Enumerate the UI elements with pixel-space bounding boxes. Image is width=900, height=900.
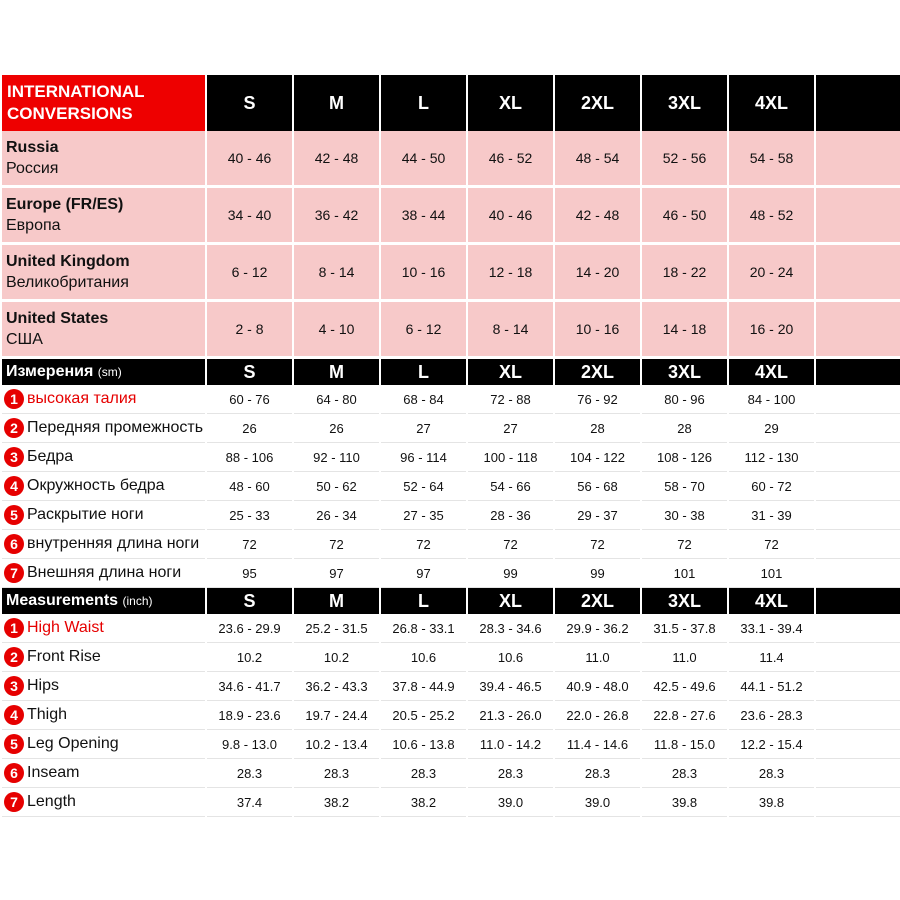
measurement-value: 25.2 - 31.5: [294, 614, 379, 643]
measurement-label: [2, 414, 205, 443]
measurement-value: 48 - 60: [207, 472, 292, 501]
measurement-value: 72: [294, 530, 379, 559]
size-header: XL: [468, 359, 553, 385]
size-header: 3XL: [642, 75, 727, 131]
size-header: 2XL: [555, 588, 640, 614]
empty-cell: [816, 302, 900, 359]
measurement-value: 10.2: [207, 643, 292, 672]
measurement-value: 26: [294, 414, 379, 443]
measurement-name: Hips: [27, 677, 60, 695]
measurement-row: [2, 788, 900, 817]
measurement-value: 28.3: [729, 759, 814, 788]
number-badge-icon: 2: [4, 647, 24, 667]
conversion-value: 14 - 20: [555, 245, 640, 302]
measurement-value: 28.3: [555, 759, 640, 788]
number-badge-icon: 1: [4, 618, 24, 638]
number-badge-icon: 5: [4, 505, 24, 525]
measurement-value: 100 - 118: [468, 443, 553, 472]
measurement-value: 31.5 - 37.8: [642, 614, 727, 643]
measurement-name: Внешняя длина ноги: [27, 564, 182, 582]
country-name-en: Russia: [6, 139, 59, 156]
measurement-value: 38.2: [294, 788, 379, 817]
measurement-value: 39.8: [642, 788, 727, 817]
conversion-value: 54 - 58: [729, 131, 814, 188]
measurement-value: 11.0: [642, 643, 727, 672]
measurement-value: 72: [207, 530, 292, 559]
conversion-value: 6 - 12: [207, 245, 292, 302]
number-badge-icon: 5: [4, 734, 24, 754]
country-label: [2, 188, 205, 245]
measurement-value: 84 - 100: [729, 385, 814, 414]
measurement-value: 10.6: [381, 643, 466, 672]
measurement-value: 11.0: [555, 643, 640, 672]
measurement-value: 30 - 38: [642, 501, 727, 530]
measurement-row: [2, 501, 900, 530]
measurement-value: 64 - 80: [294, 385, 379, 414]
measurement-name: Бедра: [27, 448, 74, 466]
measurement-row: [2, 559, 900, 588]
measurement-name: Окружность бедра: [27, 477, 165, 495]
measurement-value: 58 - 70: [642, 472, 727, 501]
measurement-value: 44.1 - 51.2: [729, 672, 814, 701]
measurement-value: 12.2 - 15.4: [729, 730, 814, 759]
measurement-value: 27 - 35: [381, 501, 466, 530]
measurement-value: 101: [642, 559, 727, 588]
measurement-value: 10.6 - 13.8: [381, 730, 466, 759]
measurement-label: [2, 614, 205, 643]
empty-cell: [816, 472, 900, 501]
number-badge-icon: 4: [4, 705, 24, 725]
measurement-value: 22.8 - 27.6: [642, 701, 727, 730]
measurement-value: 72: [468, 530, 553, 559]
measurement-value: 20.5 - 25.2: [381, 701, 466, 730]
conversion-value: 2 - 8: [207, 302, 292, 359]
measurement-value: 22.0 - 26.8: [555, 701, 640, 730]
size-header: M: [294, 359, 379, 385]
section-title: Measurements: [6, 592, 119, 609]
measurement-value: 39.0: [555, 788, 640, 817]
size-header: M: [294, 75, 379, 131]
measurement-value: 38.2: [381, 788, 466, 817]
measurement-value: 60 - 76: [207, 385, 292, 414]
conversion-row: [2, 131, 900, 188]
measurement-value: 104 - 122: [555, 443, 640, 472]
empty-cell: [816, 759, 900, 788]
measurement-value: 80 - 96: [642, 385, 727, 414]
measurement-row: [2, 730, 900, 759]
measurement-row: [2, 759, 900, 788]
measurement-row: [2, 530, 900, 559]
number-badge-icon: 2: [4, 418, 24, 438]
measurement-value: 31 - 39: [729, 501, 814, 530]
empty-cell: [816, 385, 900, 414]
measurement-value: 68 - 84: [381, 385, 466, 414]
measurement-name: Раскрытие ноги: [27, 506, 144, 524]
conversion-value: 42 - 48: [294, 131, 379, 188]
country-name-ru: США: [6, 331, 43, 348]
measurement-value: 52 - 64: [381, 472, 466, 501]
measurement-name: Front Rise: [27, 648, 101, 666]
measurement-label: [2, 501, 205, 530]
empty-header-cell: [816, 75, 900, 131]
conversion-value: 34 - 40: [207, 188, 292, 245]
measurement-value: 88 - 106: [207, 443, 292, 472]
measurement-value: 92 - 110: [294, 443, 379, 472]
measurement-value: 29 - 37: [555, 501, 640, 530]
measurement-value: 34.6 - 41.7: [207, 672, 292, 701]
size-header: L: [381, 359, 466, 385]
conversion-value: 38 - 44: [381, 188, 466, 245]
measurement-value: 11.8 - 15.0: [642, 730, 727, 759]
empty-cell: [816, 614, 900, 643]
size-header: XL: [468, 588, 553, 614]
measurement-label: [2, 559, 205, 588]
measurement-value: 11.0 - 14.2: [468, 730, 553, 759]
empty-header-cell: [816, 588, 900, 614]
measurement-value: 9.8 - 13.0: [207, 730, 292, 759]
number-badge-icon: 7: [4, 792, 24, 812]
measurement-value: 28.3: [207, 759, 292, 788]
measurement-value: 39.0: [468, 788, 553, 817]
measurement-name: Thigh: [27, 706, 68, 724]
measurement-value: 28.3: [642, 759, 727, 788]
section-title: Измерения: [6, 363, 94, 380]
measurement-name: Leg Opening: [27, 735, 119, 753]
size-header: 4XL: [729, 75, 814, 131]
empty-cell: [816, 188, 900, 245]
conversion-row: [2, 302, 900, 359]
measurement-value: 26.8 - 33.1: [381, 614, 466, 643]
measurement-value: 37.8 - 44.9: [381, 672, 466, 701]
measurement-value: 54 - 66: [468, 472, 553, 501]
measurement-label: [2, 672, 205, 701]
empty-cell: [816, 643, 900, 672]
measurement-row: [2, 385, 900, 414]
measurement-value: 39.8: [729, 788, 814, 817]
measurement-row: [2, 701, 900, 730]
measurement-value: 10.2 - 13.4: [294, 730, 379, 759]
size-header: 3XL: [642, 359, 727, 385]
measurement-value: 60 - 72: [729, 472, 814, 501]
measurement-value: 29: [729, 414, 814, 443]
measurement-row: [2, 643, 900, 672]
measurement-label: [2, 443, 205, 472]
number-badge-icon: 4: [4, 476, 24, 496]
measurement-value: 72: [555, 530, 640, 559]
measurement-value: 28: [555, 414, 640, 443]
size-chart-table: [0, 75, 900, 817]
empty-cell: [816, 672, 900, 701]
measurement-value: 26: [207, 414, 292, 443]
country-name-ru: Европа: [6, 217, 61, 234]
country-label: [2, 131, 205, 188]
size-header: 4XL: [729, 588, 814, 614]
number-badge-icon: 3: [4, 447, 24, 467]
measurement-value: 33.1 - 39.4: [729, 614, 814, 643]
measurement-value: 26 - 34: [294, 501, 379, 530]
country-name-en: United Kingdom: [6, 253, 130, 270]
measurement-value: 28 - 36: [468, 501, 553, 530]
measurement-value: 72: [729, 530, 814, 559]
measurement-value: 99: [468, 559, 553, 588]
measurement-value: 95: [207, 559, 292, 588]
conversion-value: 8 - 14: [294, 245, 379, 302]
measurement-value: 27: [381, 414, 466, 443]
measurement-value: 99: [555, 559, 640, 588]
measurement-value: 25 - 33: [207, 501, 292, 530]
measurement-value: 11.4 - 14.6: [555, 730, 640, 759]
measurement-value: 96 - 114: [381, 443, 466, 472]
measurement-value: 28: [642, 414, 727, 443]
measurement-value: 72: [642, 530, 727, 559]
measurement-value: 56 - 68: [555, 472, 640, 501]
measurement-value: 10.6: [468, 643, 553, 672]
country-name-en: Europe (FR/ES): [6, 196, 124, 213]
measurement-value: 19.7 - 24.4: [294, 701, 379, 730]
measurement-value: 23.6 - 28.3: [729, 701, 814, 730]
measurement-value: 108 - 126: [642, 443, 727, 472]
measurement-label: [2, 701, 205, 730]
measurement-name: High Waist: [27, 619, 104, 637]
measurement-value: 28.3: [294, 759, 379, 788]
conversion-value: 48 - 54: [555, 131, 640, 188]
conversion-value: 48 - 52: [729, 188, 814, 245]
measurement-value: 97: [294, 559, 379, 588]
measurement-value: 27: [468, 414, 553, 443]
measurement-name: высокая талия: [27, 390, 137, 408]
conversion-value: 52 - 56: [642, 131, 727, 188]
measurement-row: [2, 614, 900, 643]
number-badge-icon: 6: [4, 534, 24, 554]
inch-section-header-row: [2, 588, 900, 614]
empty-cell: [816, 414, 900, 443]
measurement-value: 112 - 130: [729, 443, 814, 472]
country-name-en: United States: [6, 310, 109, 327]
measurement-name: внутренняя длина ноги: [27, 535, 200, 553]
conversion-value: 10 - 16: [381, 245, 466, 302]
measurement-value: 11.4: [729, 643, 814, 672]
number-badge-icon: 6: [4, 763, 24, 783]
size-header: XL: [468, 75, 553, 131]
conversion-value: 42 - 48: [555, 188, 640, 245]
empty-cell: [816, 245, 900, 302]
country-name-ru: Россия: [6, 160, 59, 177]
measurement-name: Length: [27, 793, 76, 811]
size-header: S: [207, 75, 292, 131]
measurement-value: 28.3 - 34.6: [468, 614, 553, 643]
measurement-value: 42.5 - 49.6: [642, 672, 727, 701]
conversion-value: 44 - 50: [381, 131, 466, 188]
measurement-label: [2, 530, 205, 559]
conversion-value: 16 - 20: [729, 302, 814, 359]
measurement-value: 29.9 - 36.2: [555, 614, 640, 643]
size-header: S: [207, 359, 292, 385]
conversion-value: 14 - 18: [642, 302, 727, 359]
size-header: M: [294, 588, 379, 614]
empty-cell: [816, 559, 900, 588]
measurement-value: 18.9 - 23.6: [207, 701, 292, 730]
measurement-value: 21.3 - 26.0: [468, 701, 553, 730]
size-header: 2XL: [555, 359, 640, 385]
inch-section-title: [2, 588, 205, 614]
size-header: 3XL: [642, 588, 727, 614]
country-label: [2, 245, 205, 302]
measurement-value: 97: [381, 559, 466, 588]
measurement-name: Передняя промежность: [27, 419, 204, 437]
conversion-value: 4 - 10: [294, 302, 379, 359]
section-unit: (inch): [122, 594, 153, 608]
measurement-label: [2, 730, 205, 759]
measurement-label: [2, 788, 205, 817]
measurement-value: 28.3: [468, 759, 553, 788]
measurement-row: [2, 472, 900, 501]
measurement-value: 39.4 - 46.5: [468, 672, 553, 701]
measurement-name: Inseam: [27, 764, 80, 782]
measurement-value: 72: [381, 530, 466, 559]
measurement-value: 72 - 88: [468, 385, 553, 414]
section-unit: (sm): [97, 365, 122, 379]
conversion-value: 36 - 42: [294, 188, 379, 245]
size-header: 2XL: [555, 75, 640, 131]
measurement-value: 101: [729, 559, 814, 588]
measurement-row: [2, 672, 900, 701]
number-badge-icon: 7: [4, 563, 24, 583]
empty-cell: [816, 730, 900, 759]
number-badge-icon: 1: [4, 389, 24, 409]
conversion-value: 40 - 46: [468, 188, 553, 245]
conversion-value: 46 - 52: [468, 131, 553, 188]
measurement-label: [2, 472, 205, 501]
empty-cell: [816, 530, 900, 559]
conversion-row: [2, 188, 900, 245]
measurement-value: 10.2: [294, 643, 379, 672]
sm-section-title: [2, 359, 205, 385]
conversion-value: 8 - 14: [468, 302, 553, 359]
conversion-value: 10 - 16: [555, 302, 640, 359]
empty-cell: [816, 788, 900, 817]
number-badge-icon: 3: [4, 676, 24, 696]
conversion-value: 6 - 12: [381, 302, 466, 359]
country-name-ru: Великобритания: [6, 274, 129, 291]
intl-conversions-title: INTERNATIONAL CONVERSIONS: [2, 75, 205, 131]
conversion-value: 40 - 46: [207, 131, 292, 188]
measurement-label: [2, 759, 205, 788]
size-header: 4XL: [729, 359, 814, 385]
empty-cell: [816, 501, 900, 530]
measurement-value: 28.3: [381, 759, 466, 788]
size-header: L: [381, 588, 466, 614]
sm-section-header-row: [2, 359, 900, 385]
conversion-row: [2, 245, 900, 302]
empty-cell: [816, 701, 900, 730]
conversion-value: 12 - 18: [468, 245, 553, 302]
measurement-row: [2, 414, 900, 443]
measurement-row: [2, 443, 900, 472]
empty-cell: [816, 131, 900, 188]
measurement-label: [2, 385, 205, 414]
measurement-value: 50 - 62: [294, 472, 379, 501]
measurement-value: 23.6 - 29.9: [207, 614, 292, 643]
empty-cell: [816, 443, 900, 472]
conversion-value: 18 - 22: [642, 245, 727, 302]
measurement-label: [2, 643, 205, 672]
size-header: L: [381, 75, 466, 131]
measurement-value: 76 - 92: [555, 385, 640, 414]
conversion-value: 20 - 24: [729, 245, 814, 302]
empty-header-cell: [816, 359, 900, 385]
measurement-value: 36.2 - 43.3: [294, 672, 379, 701]
conversion-value: 46 - 50: [642, 188, 727, 245]
conversion-header-row: [2, 75, 900, 131]
measurement-value: 40.9 - 48.0: [555, 672, 640, 701]
country-label: [2, 302, 205, 359]
size-header: S: [207, 588, 292, 614]
measurement-value: 37.4: [207, 788, 292, 817]
